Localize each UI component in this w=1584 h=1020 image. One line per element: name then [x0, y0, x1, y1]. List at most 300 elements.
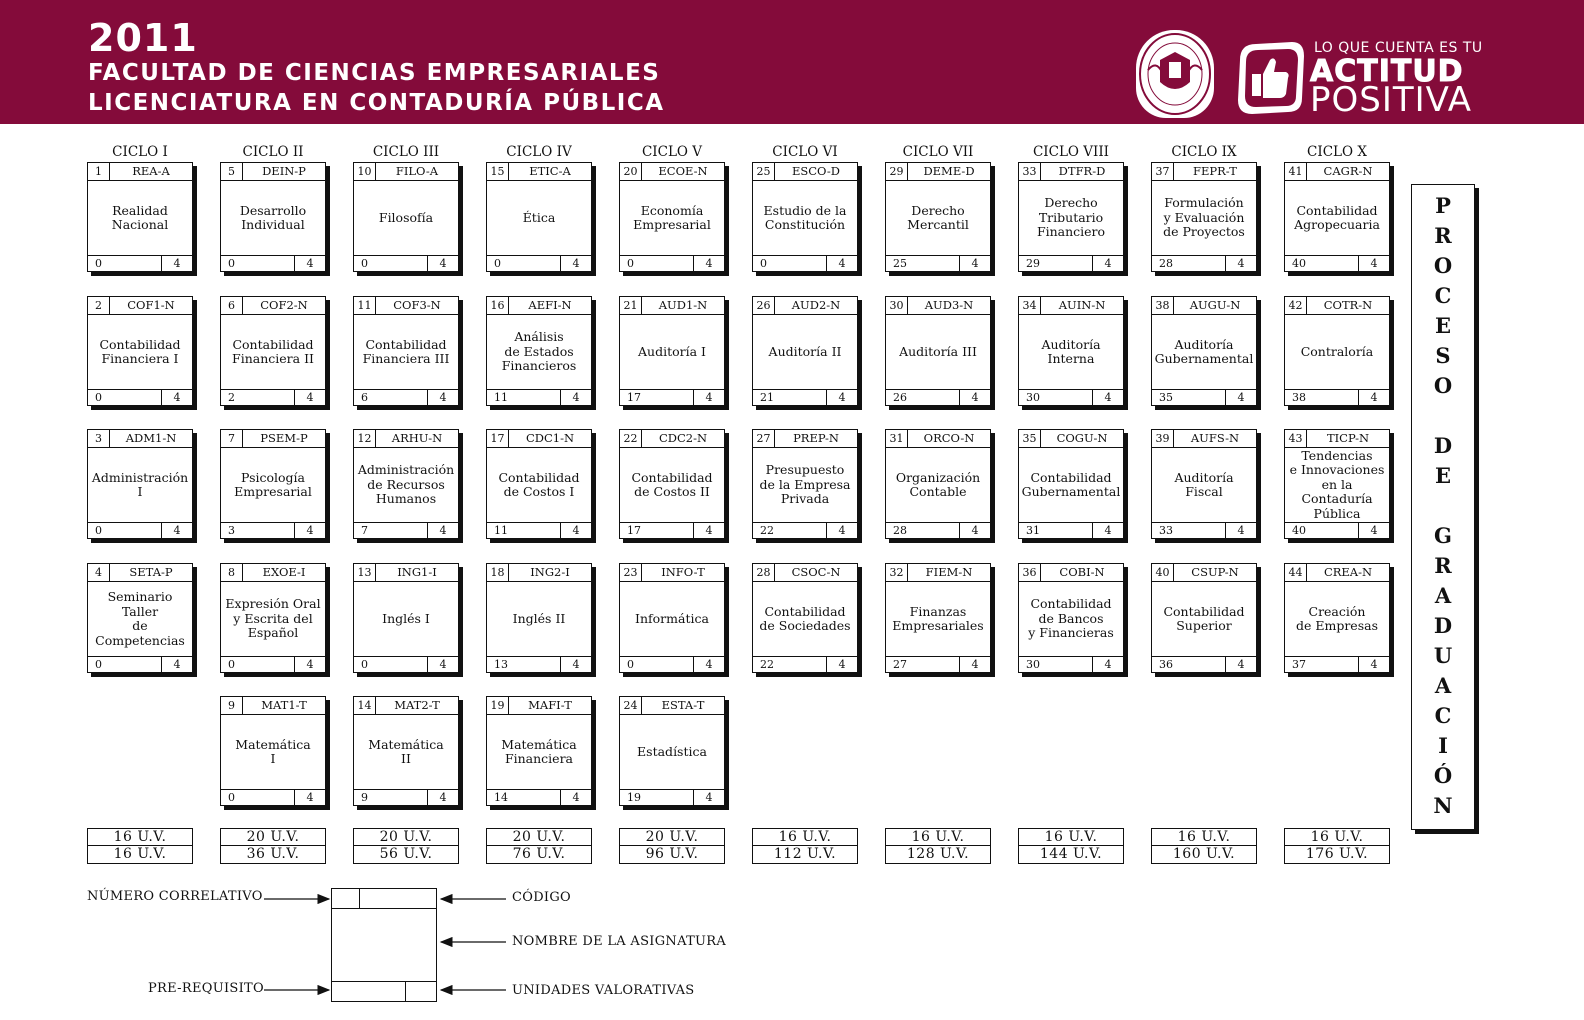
course-box [220, 296, 326, 406]
course-name: Contabilidad Financiera II [232, 336, 314, 366]
course-header-row [620, 697, 724, 715]
course-box [353, 563, 459, 673]
course-code: CSOC-N [791, 565, 841, 579]
course-header-row [1152, 297, 1256, 315]
course-header-row [886, 163, 990, 181]
course-box [752, 296, 858, 406]
cycle-units: 16 U.V. [1019, 829, 1123, 846]
course-header-row [487, 564, 591, 582]
course-box [220, 563, 326, 673]
course-units: 4 [1237, 257, 1245, 270]
course-footer-row [1019, 389, 1123, 405]
course-number: 3 [88, 430, 110, 447]
course-footer-row [354, 255, 458, 271]
course-box [885, 563, 991, 673]
header-banner [0, 0, 1584, 124]
graduation-process-label: P R O C E S O D E G R A D U A C I Ó N [1433, 193, 1453, 818]
course-box [1018, 563, 1124, 673]
course-code: ECOE-N [658, 164, 708, 178]
course-prerequisite: 30 [1019, 657, 1093, 672]
course-prerequisite: 0 [88, 657, 162, 672]
course-number: 8 [221, 564, 243, 581]
course-box [87, 296, 193, 406]
course-units: 4 [173, 391, 181, 404]
course-name: Estadística [637, 743, 707, 759]
course-header-row [487, 163, 591, 181]
course-code: PSEM-P [260, 431, 308, 445]
cycle-units: 16 U.V. [753, 829, 857, 846]
course-code: CAGR-N [1323, 164, 1373, 178]
course-header-row [886, 297, 990, 315]
course-number: 29 [886, 163, 908, 180]
course-header-row [221, 297, 325, 315]
course-prerequisite: 26 [886, 390, 960, 405]
course-prerequisite: 2 [221, 390, 295, 405]
course-number: 13 [354, 564, 376, 581]
units-total-box [486, 828, 592, 864]
course-footer-row [620, 389, 724, 405]
course-code: AEFI-N [528, 298, 572, 312]
cycle-label: CICLO IX [1171, 144, 1237, 160]
course-box [619, 696, 725, 806]
cumulative-units: 144 U.V. [1039, 846, 1103, 862]
cycle-units: 16 U.V. [886, 829, 990, 846]
graduation-process-box [1411, 184, 1475, 830]
course-footer-row [620, 656, 724, 672]
course-footer-row [487, 789, 591, 805]
course-number: 41 [1285, 163, 1307, 180]
course-code: COGU-N [1056, 431, 1108, 445]
course-box [885, 296, 991, 406]
course-code: REA-A [132, 164, 170, 178]
course-prerequisite: 0 [221, 657, 295, 672]
course-prerequisite: 0 [88, 523, 162, 538]
course-code: COF1-N [127, 298, 175, 312]
course-footer-row [88, 389, 192, 405]
course-footer-row [1285, 522, 1389, 538]
course-number: 15 [487, 163, 509, 180]
course-header-row [88, 163, 192, 181]
course-code: DEME-D [923, 164, 975, 178]
course-number: 6 [221, 297, 243, 314]
course-header-row [1285, 163, 1389, 181]
course-number: 24 [620, 697, 642, 714]
course-number: 12 [354, 430, 376, 447]
course-name: Auditoría III [899, 343, 977, 359]
cycle-label: CICLO X [1307, 144, 1367, 160]
course-header-row [620, 430, 724, 448]
course-number: 5 [221, 163, 243, 180]
course-footer-row [1152, 389, 1256, 405]
course-header-row [1285, 297, 1389, 315]
course-name: Derecho Mercantil [907, 202, 969, 232]
course-box [1018, 429, 1124, 539]
course-units: 4 [971, 391, 979, 404]
course-code: ORCO-N [923, 431, 975, 445]
course-footer-row [1152, 522, 1256, 538]
course-units: 4 [1237, 658, 1245, 671]
legend-nombre-label: NOMBRE DE LA ASIGNATURA [512, 934, 727, 949]
course-prerequisite: 40 [1285, 256, 1359, 271]
course-name: Derecho Tributario Financiero [1036, 195, 1106, 240]
course-footer-row [354, 656, 458, 672]
course-number: 23 [620, 564, 642, 581]
course-units: 4 [306, 524, 314, 537]
cumulative-units: 128 U.V. [906, 846, 970, 862]
course-code: AUFS-N [1190, 431, 1240, 445]
course-units: 4 [439, 391, 447, 404]
course-prerequisite: 0 [88, 390, 162, 405]
course-code: CREA-N [1323, 565, 1373, 579]
course-units: 4 [705, 791, 713, 804]
course-name: Economía Empresarial [633, 202, 711, 232]
course-number: 16 [487, 297, 509, 314]
course-number: 1 [88, 163, 110, 180]
course-prerequisite: 38 [1285, 390, 1359, 405]
course-box [486, 162, 592, 272]
course-box [220, 429, 326, 539]
units-total-box [619, 828, 725, 864]
course-header-row [620, 564, 724, 582]
cycle-label: CICLO III [372, 144, 440, 160]
course-prerequisite: 0 [221, 256, 295, 271]
course-code: AUD2-N [791, 298, 841, 312]
course-code: COBI-N [1059, 565, 1105, 579]
course-box [1018, 296, 1124, 406]
course-box [353, 162, 459, 272]
course-header-row [753, 564, 857, 582]
course-units: 4 [572, 658, 580, 671]
course-code: AUD3-N [924, 298, 974, 312]
course-name: Auditoría Fiscal [1174, 469, 1234, 499]
course-box [1284, 429, 1390, 539]
course-box [353, 296, 459, 406]
course-code: FIEM-N [925, 565, 973, 579]
course-prerequisite: 22 [753, 523, 827, 538]
course-units: 4 [838, 524, 846, 537]
course-units: 4 [572, 524, 580, 537]
course-name: Análisis de Estados Financieros [501, 329, 577, 374]
cycle-units: 20 U.V. [487, 829, 591, 846]
course-prerequisite: 28 [886, 523, 960, 538]
units-total-box [87, 828, 193, 864]
course-name: Inglés I [382, 610, 430, 626]
course-box [87, 429, 193, 539]
course-footer-row [487, 656, 591, 672]
course-prerequisite: 3 [221, 523, 295, 538]
course-name: Creación de Empresas [1295, 603, 1378, 633]
legend-prereq-label: PRE-REQUISITO [148, 981, 264, 996]
course-box [486, 563, 592, 673]
course-header-row [753, 430, 857, 448]
course-prerequisite: 11 [487, 390, 561, 405]
course-units: 4 [306, 391, 314, 404]
course-name: Contabilidad Agropecuaria [1294, 202, 1380, 232]
course-header-row [221, 697, 325, 715]
course-name: Realidad Nacional [111, 202, 169, 232]
course-units: 4 [838, 658, 846, 671]
course-header-row [1285, 430, 1389, 448]
cumulative-units: 16 U.V. [113, 846, 167, 862]
course-footer-row [221, 255, 325, 271]
course-box [486, 696, 592, 806]
course-header-row [620, 297, 724, 315]
course-number: 35 [1019, 430, 1041, 447]
course-number: 38 [1152, 297, 1174, 314]
course-number: 30 [886, 297, 908, 314]
course-units: 4 [705, 391, 713, 404]
course-number: 44 [1285, 564, 1307, 581]
course-box [486, 429, 592, 539]
course-name: Matemática Financiera [501, 736, 577, 766]
course-prerequisite: 27 [886, 657, 960, 672]
course-header-row [487, 297, 591, 315]
course-units: 4 [439, 257, 447, 270]
course-number: 26 [753, 297, 775, 314]
course-footer-row [221, 789, 325, 805]
course-footer-row [88, 255, 192, 271]
legend-codigo-label: CÓDIGO [512, 890, 572, 905]
course-name: Desarrollo Individual [239, 202, 307, 232]
course-name: Auditoría II [768, 343, 842, 359]
course-number: 27 [753, 430, 775, 447]
course-header-row [354, 297, 458, 315]
course-units: 4 [306, 791, 314, 804]
course-units: 4 [1104, 257, 1112, 270]
course-code: COF3-N [393, 298, 441, 312]
course-footer-row [753, 522, 857, 538]
course-number: 21 [620, 297, 642, 314]
course-number: 22 [620, 430, 642, 447]
course-number: 32 [886, 564, 908, 581]
slogan-positiva: POSITIVA [1310, 80, 1473, 120]
course-code: DTFR-D [1058, 164, 1106, 178]
year-title: 2011 [88, 16, 198, 60]
course-units: 4 [1370, 391, 1378, 404]
course-code: ETIC-A [529, 164, 571, 178]
cycle-units: 16 U.V. [1285, 829, 1389, 846]
course-units: 4 [439, 658, 447, 671]
course-units: 4 [439, 791, 447, 804]
course-name: Contabilidad de Bancos y Financieras [1028, 596, 1114, 641]
course-name: Ética [522, 209, 556, 225]
course-name: Contabilidad de Sociedades [759, 603, 851, 633]
course-code: FILO-A [395, 164, 439, 178]
slogan-actitud: ACTITUD [1310, 54, 1464, 89]
course-number: 42 [1285, 297, 1307, 314]
course-prerequisite: 11 [487, 523, 561, 538]
course-footer-row [487, 255, 591, 271]
course-footer-row [354, 389, 458, 405]
course-code: CDC1-N [525, 431, 575, 445]
thumbs-up-icon [1232, 38, 1306, 118]
course-number: 7 [221, 430, 243, 447]
units-total-box [752, 828, 858, 864]
course-units: 4 [1370, 257, 1378, 270]
course-code: CDC2-N [658, 431, 708, 445]
course-number: 10 [354, 163, 376, 180]
course-header-row [88, 297, 192, 315]
course-number: 37 [1152, 163, 1174, 180]
course-code: ARHU-N [391, 431, 443, 445]
course-header-row [487, 697, 591, 715]
cycle-label: CICLO VII [902, 144, 974, 160]
course-name: Inglés II [512, 610, 566, 626]
course-code: ING1-I [397, 565, 437, 579]
course-name: Matemática II [368, 736, 444, 766]
course-name: Auditoría I [638, 343, 706, 359]
course-name: Filosofía [378, 209, 434, 225]
course-prerequisite: 33 [1152, 523, 1226, 538]
legend-numero-label: NÚMERO CORRELATIVO [87, 889, 263, 904]
course-number: 9 [221, 697, 243, 714]
cycle-units: 20 U.V. [354, 829, 458, 846]
course-box [220, 696, 326, 806]
course-units: 4 [1104, 391, 1112, 404]
units-total-box [1151, 828, 1257, 864]
course-code: MAT2-T [394, 698, 440, 712]
course-box [619, 296, 725, 406]
course-prerequisite: 25 [886, 256, 960, 271]
course-prerequisite: 35 [1152, 390, 1226, 405]
course-units: 4 [173, 257, 181, 270]
course-number: 28 [753, 564, 775, 581]
legend-unidades-label: UNIDADES VALORATIVAS [512, 983, 695, 998]
course-box [1151, 296, 1257, 406]
course-name: Contabilidad de Costos I [498, 469, 580, 499]
course-units: 4 [572, 257, 580, 270]
course-footer-row [487, 522, 591, 538]
course-units: 4 [971, 524, 979, 537]
course-footer-row [886, 255, 990, 271]
course-footer-row [1152, 255, 1256, 271]
course-footer-row [1019, 656, 1123, 672]
course-box [87, 563, 193, 673]
course-name: Administración I [91, 469, 189, 499]
course-code: AUIN-N [1058, 298, 1106, 312]
course-footer-row [221, 522, 325, 538]
slogan-small: LO QUE CUENTA ES TU [1314, 40, 1483, 56]
course-box [1284, 563, 1390, 673]
course-box [619, 429, 725, 539]
course-code: FEPR-T [1193, 164, 1237, 178]
course-box [1018, 162, 1124, 272]
course-header-row [1152, 430, 1256, 448]
course-footer-row [354, 522, 458, 538]
cycle-label: CICLO VIII [1032, 144, 1110, 160]
course-code: COF2-N [260, 298, 308, 312]
cycle-label: CICLO I [112, 144, 168, 160]
course-code: DEIN-P [262, 164, 306, 178]
course-header-row [1019, 297, 1123, 315]
course-number: 34 [1019, 297, 1041, 314]
course-name: Presupuesto de la Empresa Privada [759, 462, 851, 507]
course-prerequisite: 0 [88, 256, 162, 271]
course-footer-row [487, 389, 591, 405]
course-footer-row [620, 255, 724, 271]
course-code: ESTA-T [661, 698, 705, 712]
course-units: 4 [1237, 391, 1245, 404]
course-name: Contabilidad de Costos II [631, 469, 713, 499]
course-footer-row [620, 522, 724, 538]
course-prerequisite: 29 [1019, 256, 1093, 271]
course-box [1151, 429, 1257, 539]
course-header-row [221, 564, 325, 582]
course-name: Administración de Recursos Humanos [357, 462, 455, 507]
course-units: 4 [971, 658, 979, 671]
cumulative-units: 176 U.V. [1305, 846, 1369, 862]
course-prerequisite: 19 [620, 790, 694, 805]
course-number: 18 [487, 564, 509, 581]
course-footer-row [1019, 522, 1123, 538]
course-footer-row [886, 656, 990, 672]
course-code: INFO-T [661, 565, 705, 579]
course-header-row [221, 430, 325, 448]
course-box [1151, 563, 1257, 673]
course-name: Formulación y Evaluación de Proyectos [1163, 195, 1245, 240]
course-header-row [354, 430, 458, 448]
course-prerequisite: 37 [1285, 657, 1359, 672]
course-header-row [88, 564, 192, 582]
course-number: 20 [620, 163, 642, 180]
course-footer-row [1019, 255, 1123, 271]
course-box [1284, 162, 1390, 272]
course-code: EXOE-I [262, 565, 306, 579]
course-header-row [886, 564, 990, 582]
course-footer-row [620, 789, 724, 805]
course-box [353, 696, 459, 806]
course-prerequisite: 30 [1019, 390, 1093, 405]
course-name: Contraloría [1300, 343, 1374, 359]
course-number: 11 [354, 297, 376, 314]
course-header-row [487, 430, 591, 448]
course-units: 4 [173, 658, 181, 671]
course-number: 25 [753, 163, 775, 180]
course-header-row [221, 163, 325, 181]
course-prerequisite: 28 [1152, 256, 1226, 271]
course-header-row [354, 697, 458, 715]
course-prerequisite: 14 [487, 790, 561, 805]
course-prerequisite: 0 [620, 657, 694, 672]
cycle-label: CICLO V [641, 144, 703, 160]
course-code: SETA-P [129, 565, 173, 579]
course-name: Contabilidad Financiera III [362, 336, 450, 366]
cumulative-units: 96 U.V. [645, 846, 699, 862]
course-units: 4 [1237, 524, 1245, 537]
course-box [619, 162, 725, 272]
course-header-row [1019, 564, 1123, 582]
course-prerequisite: 36 [1152, 657, 1226, 672]
course-code: ADM1-N [125, 431, 177, 445]
course-prerequisite: 17 [620, 523, 694, 538]
course-code: ESCO-D [791, 164, 841, 178]
cycle-units: 20 U.V. [221, 829, 325, 846]
course-code: TICP-N [1326, 431, 1370, 445]
course-name: Auditoría Gubernamental [1154, 336, 1254, 366]
course-prerequisite: 21 [753, 390, 827, 405]
course-units: 4 [838, 257, 846, 270]
course-name: Tendencias e Innovaciones en la Contaduría Pública [1289, 447, 1385, 521]
cumulative-units: 56 U.V. [379, 846, 433, 862]
course-units: 4 [439, 524, 447, 537]
course-number: 39 [1152, 430, 1174, 447]
course-prerequisite: 22 [753, 657, 827, 672]
course-name: Contabilidad Gubernamental [1021, 469, 1121, 499]
course-name: Expresión Oral y Escrita del Español [225, 596, 321, 641]
course-box [87, 162, 193, 272]
course-box [486, 296, 592, 406]
course-box [1151, 162, 1257, 272]
